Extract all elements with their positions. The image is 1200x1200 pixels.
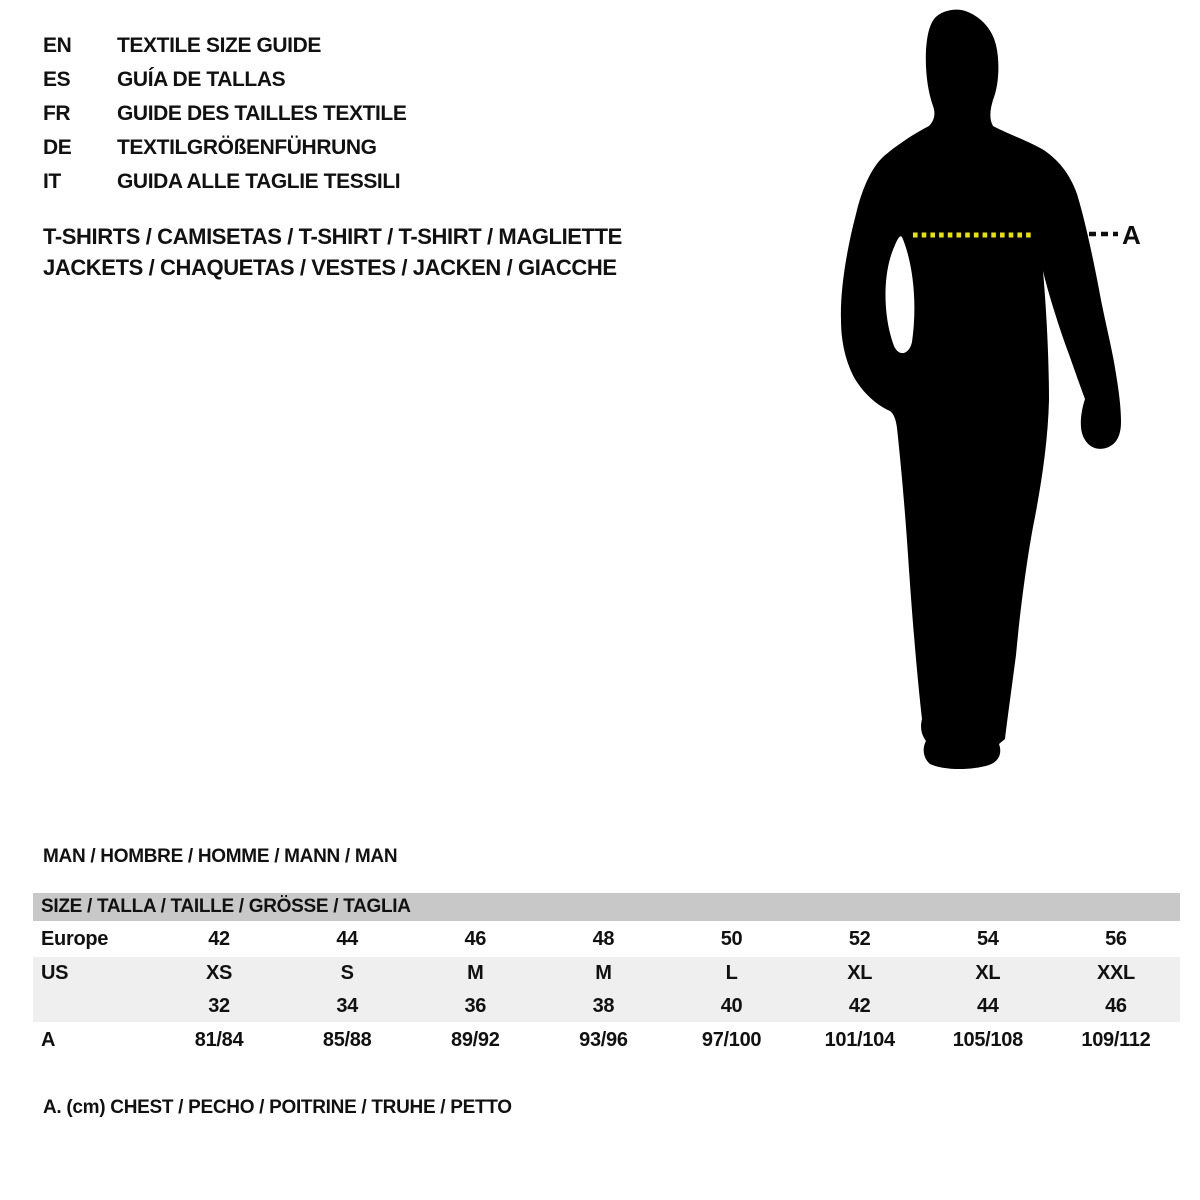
- table-cell: 101/104: [824, 1029, 895, 1051]
- table-cell: 105/108: [952, 1029, 1023, 1051]
- category-lines: [43, 221, 622, 283]
- language-row: [43, 131, 406, 165]
- table-cell: 52: [848, 927, 871, 950]
- measure-label-a: A: [1122, 220, 1141, 250]
- table-cell: 93/96: [579, 1029, 628, 1051]
- table-cell: 50: [720, 927, 743, 950]
- language-list: [43, 29, 406, 199]
- table-cell: 42: [208, 927, 230, 950]
- table-cell: 34: [336, 994, 359, 1017]
- language-code: ES: [43, 68, 71, 91]
- table-cell: 46: [464, 927, 487, 950]
- table-cell: 44: [976, 994, 999, 1017]
- table-cell: XL: [975, 962, 1001, 984]
- table-row-us: [33, 957, 1180, 990]
- row-label: A: [41, 1029, 56, 1051]
- table-cell: 56: [1105, 927, 1127, 950]
- table-cell: L: [725, 962, 738, 984]
- table-cell: M: [595, 962, 612, 984]
- table-cell: 89/92: [451, 1029, 500, 1051]
- language-code: FR: [43, 102, 71, 125]
- language-code: EN: [43, 34, 72, 57]
- table-cell: 32: [208, 994, 230, 1017]
- table-cell: 48: [592, 927, 615, 950]
- man-silhouette-figure: [820, 0, 1200, 800]
- language-title: GUIDA ALLE TAGLIE TESSILI: [117, 170, 401, 193]
- table-cell: 97/100: [701, 1029, 762, 1051]
- table-row-europe: [33, 921, 1180, 957]
- table-cell: S: [340, 962, 354, 984]
- category-line-jackets: JACKETS / CHAQUETAS / VESTES / JACKEN / GIACCHE: [43, 255, 617, 280]
- table-cell: 109/112: [1081, 1029, 1151, 1051]
- language-row: [43, 97, 406, 131]
- row-label: Europe: [41, 927, 109, 950]
- size-table-header: SIZE / TALLA / TAILLE / GRÖSSE / TAGLIA: [33, 893, 1180, 921]
- table-cell: M: [467, 962, 484, 984]
- table-cell: XS: [206, 962, 233, 984]
- table-cell: 40: [720, 994, 743, 1017]
- table-cell: XXL: [1096, 962, 1135, 984]
- table-cell: 44: [336, 927, 359, 950]
- table-cell: 38: [592, 994, 615, 1017]
- category-line-tshirts: T-SHIRTS / CAMISETAS / T-SHIRT / T-SHIRT / MAGLIETTE: [43, 224, 622, 249]
- table-cell: 54: [976, 927, 999, 950]
- language-row: [43, 29, 406, 63]
- language-title: TEXTILGRÖßENFÜHRUNG: [117, 136, 377, 159]
- table-row-chest-a: [33, 1022, 1180, 1059]
- table-cell: 81/84: [194, 1029, 244, 1051]
- table-cell: 85/88: [322, 1029, 372, 1051]
- size-table: [33, 893, 1180, 1059]
- language-title: TEXTILE SIZE GUIDE: [117, 34, 321, 57]
- table-cell: 36: [464, 994, 487, 1017]
- table-cell: 42: [848, 994, 871, 1017]
- language-title: GUIDE DES TAILLES TEXTILE: [117, 102, 407, 125]
- language-title: GUÍA DE TALLAS: [117, 68, 286, 91]
- language-row: [43, 165, 406, 199]
- section-heading-man: MAN / HOMBRE / HOMME / MANN / MAN: [43, 846, 398, 867]
- language-row: [43, 63, 406, 97]
- table-cell: XL: [847, 962, 873, 984]
- row-label: US: [41, 962, 69, 984]
- language-code: IT: [43, 170, 61, 193]
- silhouette-body: [841, 10, 1121, 769]
- table-row-us-numeric: [33, 990, 1180, 1022]
- language-code: DE: [43, 136, 72, 159]
- measurement-footnote: A. (cm) CHEST / PECHO / POITRINE / TRUHE / PETTO: [43, 1097, 512, 1118]
- table-cell: 46: [1105, 994, 1127, 1017]
